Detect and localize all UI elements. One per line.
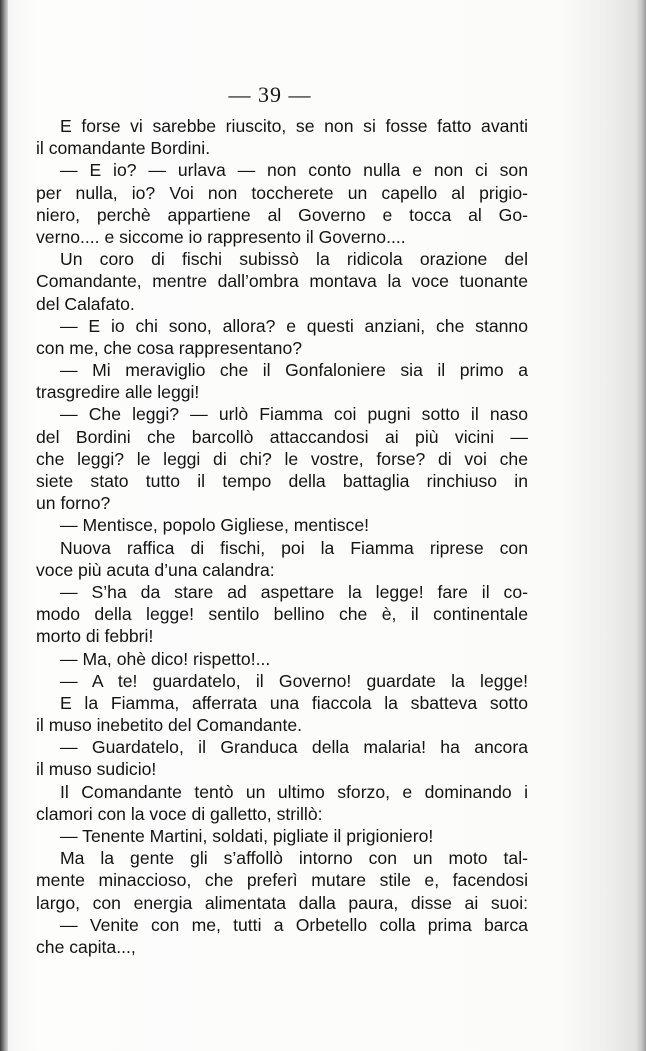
text-line: mente minaccioso, che preferì mutare stile e, facendosi — [36, 870, 528, 891]
text-line: modo della legge! sentilo bellino che è, il continentale — [36, 604, 528, 625]
text-line: con me, che cosa rappresentano? — [36, 337, 303, 358]
text-line: E la Fiamma, afferrata una fiaccola la sbatteva sotto — [60, 692, 528, 713]
text-line: il muso inebetito del Comandante. — [36, 715, 303, 736]
text-line: — Ma, ohè dico! rispetto!... — [60, 648, 271, 669]
text-line: largo, con energia alimentata dalla paura, disse ai suoi: — [36, 892, 528, 913]
text-line: per nulla, io? Voi non toccherete un capello al prigio- — [36, 182, 528, 203]
text-line: del Calafato. — [36, 293, 135, 314]
text-line: che leggi? le leggi di chi? le vostre, forse? di voi che — [36, 448, 528, 469]
text-line: del Bordini che barcollò attaccandosi ai più vicini — — [36, 426, 528, 447]
text-line: il comandante Bordini. — [36, 138, 211, 159]
text-line: morto di febbri! — [36, 626, 154, 647]
page-number: — 39 — — [228, 82, 312, 107]
text-line: — S’ha da stare ad aspettare la legge! fare il co- — [60, 581, 528, 602]
text-line: Il Comandante tentò un ultimo sforzo, e dominando i — [60, 781, 528, 802]
text-line: — Guardatelo, il Granduca della malaria! ha ancora — [60, 737, 528, 758]
text-line: — Tenente Martini, soldati, pigliate il prigioniero! — [60, 826, 434, 846]
text-line: — Venite con me, tutti a Orbetello colla prima barca — [60, 914, 528, 935]
text-line: Comandante, mentre dall’ombra montava la voce tuonante — [36, 271, 528, 292]
text-line: — Mi meraviglio che il Gonfaloniere sia il primo a — [60, 360, 528, 381]
text-line: Un coro di fischi subissò la ridicola orazione del — [60, 249, 528, 270]
text-line: niero, perchè appartiene al Governo e tocca al Go- — [36, 204, 528, 225]
text-line: — A te! guardatelo, il Governo! guardate la legge! — [60, 670, 528, 691]
text-line: il muso sudicio! — [36, 759, 157, 780]
text-line: verno.... e siccome io rappresento il Governo.... — [36, 226, 406, 247]
text-line: Nuova raffica di fischi, poi la Fiamma riprese con — [60, 537, 528, 558]
text-line: trasgredire alle leggi! — [36, 382, 200, 403]
text-line: E forse vi sarebbe riuscito, se non si fosse fatto avanti — [60, 116, 528, 136]
text-line: — Mentisce, popolo Gigliese, mentisce! — [60, 515, 370, 536]
text-line: clamori con la voce di galletto, strillò: — [36, 803, 323, 824]
text-line: — E io? — urlava — non conto nulla e non ci son — [60, 160, 528, 181]
text-line: Ma la gente gli s’affollò intorno con un moto tal- — [60, 848, 528, 869]
text-line: voce più acuta d’una calandra: — [36, 559, 275, 580]
text-line: — E io chi sono, allora? e questi anziani, che stanno — [60, 315, 528, 336]
text-line: — Che leggi? — urlò Fiamma coi pugni sotto il naso — [60, 404, 528, 425]
page-binding-shadow — [0, 0, 8, 1051]
text-line: un forno? — [36, 493, 111, 514]
page-edge-shadow — [636, 0, 646, 1051]
body-text — [36, 115, 528, 958]
text-line: che capita..., — [36, 936, 136, 957]
text-line: siete stato tutto il tempo della battaglia rinchiuso in — [36, 471, 528, 491]
